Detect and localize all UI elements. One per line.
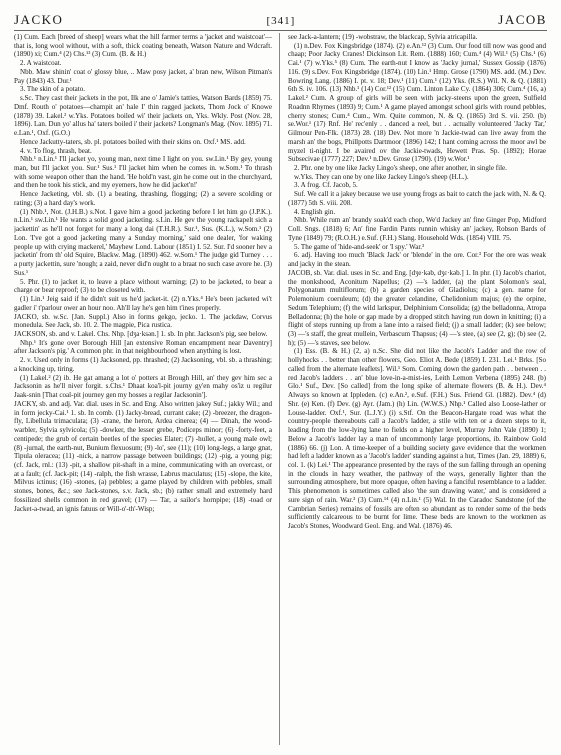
- left-column: [14, 33, 272, 745]
- paragraph: Nhp.¹ It's gone over Borough Hill [an extensive Roman encampment near Daventry] after Jackson's pig.' A common phr. in that neighbourhood when anything is lost.: [14, 338, 272, 356]
- paragraph: see Jack-a-lantern; (19) -wobstraw, the blackcap, Sylvia atricapilla.: [288, 33, 478, 41]
- running-header: [14, 12, 547, 28]
- entry-jacky: JACKY, sb. and adj. Var. dial. uses in Sc. and Eng. Also written jakey Suf.; jakky Wil.; and in form jecky-Cai.¹ 1. sb. In comb. (1) Jacky-bread, currant cake; (2) -breezer, the dragon-fly, Libellula trimaculata; (3) -crane, the heron, Ardea cinerea; (4) — Dinah, the wood-warbler, Sylvia sylvicola; (5) -dowker, the lesser grebe, Podiceps minor; (6) -forty-feet, a centipede; the grub of certain beetles of the species Elater; (7) -hullet, a young male owl; (8) -jurnal, the earth-nut, Bunium flexuosum; (9) -lo', see (11); (10) long-legs, a large gnat, Tipula oleracea; (11) -nick, a narrow passage between buildings; (12) -pig, a young pig; (cf. Jack, rnl.: (13) -pit, a shallow pit-shaft in a mine, communicating with an overcast, or at a fault; (cf. Jack-pit; (14) -ralph, the fish wrasse, Labrus maculatus; (15) -slope, the kite, Milvus ictinus; (16) -stones, (a) pebbles; a game played by children with pebbles, small stones, bones, &c.; see Jack-stones, s.v. Jack, sb.; (b) rather small and extremely hard fossilized shells common in red gravel; (17) — Tar, a sailor's hornpipe; (18) -toad or Jacket-a-twad, an ignis fatuus or Will-o'-th'-Wisp;: [14, 399, 272, 513]
- paragraph: 5. Phr. (1) to jacket it, to leave a place without warning; (2) to be jacketed, to bear a charge or bear reproof; (3) to be closeted with.: [14, 277, 272, 295]
- entry-jacko: JACKO, sb. w.Sc. [Jan. Suppl.) Also in forms gekgo, jecko. 1. The jackdaw, Corvus monedula. See Jack, sb. 10. 2. The magpie, Pica rustica.: [14, 312, 272, 330]
- paragraph: 3. A frog. Cf. Jacob, 5.: [294, 181, 358, 190]
- header-rule: [14, 30, 547, 31]
- paragraph: Hence Jackutty-taters, sb. pl. potatoes boiled with their skins on. Oxf.¹ MS. add.: [20, 137, 246, 146]
- column-divider: [279, 33, 280, 745]
- paragraph: (1) Ess. (B. & H.) (2, a) n.Sc. She did not like the Jacob's Ladder and the row of hollyhocks . . better than other flowers, Geo. Eliot A. Bede (1859) I. 231. Lei.¹ Brks. [So called from the alternate leaflets]. Wil.¹ Som. Coming down the garden path . . between . . red Jacob's ladders . . an' blue love-in-a-mist-ies, Leith Lemon Verbena (1895) 248. (b) Glo.¹ Suf., Dev. [So called] from the long spike of alternate flowers (B. & H.). Dev.⁴ Always so known at Ippleden. (c) e.An.², e.Suf. (F.H.) Sus. Friend Gl. (1882). Dev.⁴ (d) Shr. (e) Ken. (f) Dev. (g) Ayr. (Jam.) (h) Lin. (W.W.S.) Nhp.¹ Called also Loose-lather or Louse-ladder. Oxf.¹, Sur. (L.J.Y.) (i) s.Stf. On the Beacon-Hargate road was what the country-people thereabouts call a Jacob's ladder, a stile with ten or a dozen steps to it, leading from the low-lying lane to fields on a higher level, Murray John Vale (1890) 1; Below a Jacob's ladder lay a man of uncommonly large proportions, ib. Rainbow Gold (1886) 66. (j) Lon. A time-keeper of a building society gave evidence that the workmen had left a ladder known as a 'Jacob's ladder' standing against a hut, Times (Jan. 29, 1889) 6, col. 1. (k) Lei.¹ The appearance presented by the rays of the sun falling through an opening in the clouds in hazy weather, the pathway of the ways, generally lighter than the surrounding atmosphere, but more opaque, often having a fanciful resemblance to a ladder. This phenomenon is sometimes called also 'the sun drawing water,' and is considered a sure sign of rain. War.³ (3) Cum.¹⁴ (4) n.Lin.¹ (5) Wal. In the Caradoc Sandstone (of the Cambrian Series) remains of fossils are often so abundant as to render some of the beds sufficiently calcareous to be burnt for lime. These beds are known to the workmen as Jacob's Stones, Woodward Geol. Eng. and Wal. (1876) 46.: [288, 347, 546, 531]
- header-right-headword: JACOB: [498, 12, 547, 27]
- page-number: [341]: [266, 15, 296, 27]
- entry-jackson: JACKSON, sb. and v. Lakel. Chs. Nhp. [dʒa·ksən.] 1. sb. In phr. Jackson's pig, see below.: [14, 329, 268, 338]
- paragraph: Nhb. While rum an' brandy soak'd each chop, We'd Jackey an' fine Ginger Pop, Midford Coll. Sngs. (1818) 6; An' fine Fardin Pants runnin whisky an' jackey, Robson Bards of Tyne (1849) 79; (R.O.H.) e.Suf. (F.H.) Slang. Household Wds. (1854) VIII. 75.: [288, 216, 546, 242]
- paragraph: 4. v. To flog, thrash, beat.: [20, 146, 92, 155]
- paragraph: (1) Lakel.² (2) ib. He gat amang a lot o' potters at Brough Hill, an' they gev him sec a Jacksonin as he'll niver forgit. s.Chs.¹ Dhaat koa'l-pit journy gy'en mahy os'iz u regilur Jaak-snin [That coal-pit journey gen my hosses a regilar Jacksonin'].: [14, 373, 272, 400]
- right-column: [288, 33, 546, 745]
- paragraph: (1) Lin.¹ Jeig said if he didn't suit us he'd jacket-it. (2) n.Yks.⁴ He's been jacketed wi't gadler i' t'parlour ower an hour noo. Ah'll lay he's gen him t'ines properly.: [14, 295, 272, 312]
- paragraph: (1) n.Dev. Fox Kingsbridge (1874). (2) e.An.¹² (3) Cum. Our food till now was good and chaap; Poor Jacky Cranes! Dickinson Lit. Rem. (1888) 160; Cum.⁴ (4) Wil.¹ (5) Chs.¹ (6) Cai.¹ (7) w.Yks.⁵ (8) Cum. The earth-nut I know as 'Jacky jurnal,' Sussex Gossip (1876) 116. (9) s.Dev. Fox Kingsbridge (1874). (10) Lin.¹ Hmp. Grose (1790) MS. add. (M.) Dev. Bowring Lang. (1886) I. pt. v. 18; Dev.¹ (11) Cum.¹ (12) Yks. (R.S.) Wil. N. & Q. (1881) 6th S. iv. 106. (13) Nhb.¹ (14) Cor.¹² (15) Cum. Linton Lake Cy. (1864) 306; Cum.⁴ (16, a) Lakel.² Cum. A group of girls will be seen with jacky-steens upon the green, Sulfield Roadnn Rhymes (1893) 9; Cum.¹ A game played amongst school girls with round pebbles, cherry stones; Cum.⁴ Cum., Wm. Quite common, N. & Q. (1865) 3rd S. vii. 250. (b) se.Wor.¹ (17) Rnf. He' rec'enly . . danced a reel, but . . actually volunteered 'Jacky Tar,' Gilmour Pen-Flk. (1873) 28. (18) Dev. Not more 'n Jackie-twad can live away from the marsh an' the bogs, Phillpotts Dartmoor (1896) 142; I hant coming across the moor awl be myzel ti-night. I be avaired ov the Jackie-twads, Hewett Pras. Sp. (1892); Horae Subsecivae (1777) 227; Dev.¹ n.Dev. Grose (1790). (19) w.Wor.¹: [288, 41, 546, 164]
- paragraph: 6. adj. Having too much 'Black Jack' or 'blende' in the ore. Cor.³ For the ore was weak and jacky in the stean.: [288, 251, 546, 269]
- paragraph: (1) Cum. Each [breed of sheep] wears what the hill farmer terms a 'jacket and waistcoat'—that is, long wool without, with a soft, thick coating beneath, Watson Nature and Wdcraft. (1890) xi; Cum.⁴ (2) Chs.¹³ (3) Cum. (B. & H.): [14, 33, 272, 59]
- paragraph: Nhb.¹ n.Lin.¹ I'll jacket yo, young man, next time I light on you. sw.Lin.¹ By gey, young man, but I'll jacket you. Sur.¹ Sus.¹ I'll jacket him when he comes in. w.Som.¹ To thrash with some weapon other than the hand. 'He hold'n vast, gin he come out in the churchyard, and then he took his stick, and my eyemers, how he did jacket'n!': [14, 155, 272, 190]
- paragraph: Hence Jacketing, vbl. sb. (1) a beating, thrashing, flogging; (2) a severe scolding or rating; (3) a hard day's work.: [14, 190, 272, 207]
- paragraph: 3. The skin of a potato.: [20, 85, 86, 94]
- paragraph: 2. A waistcoat.: [20, 59, 62, 68]
- paragraph: 5. The game of 'hide-and-seek' or 'I spy.' War.³: [294, 242, 425, 251]
- paragraph: s.Sc. They cast their jackets in the pot, Ilk ane o' Jamie's tatties, Watson Bards (1859) 75. Dmf. Routh o' potatoes—champit an' hale I' thin ragged jackets, Thom Jock o' Knowe (1878) 39. Lakel.² w.Yks. Potatoes boiled wi' their jackets on, Yks. Wkly. Post (Nov. 28, 1896). Lan. Dun yo' allus ha' taters boiled i' their jackets? Longman's Mag. (Nov. 1895) 71. e.Lan.¹, Oxf. (G.O.): [14, 94, 272, 138]
- paragraph: (1) Nhb.¹, Not. (J.H.B.) s.Not. I gave him a good jacketing before I let him go (J.P.K.). n.Lin.¹ sw.Lin.¹ He wants a solid good jacketing. s.Lin. He gev the young rackapelt sich a jackettin' as he'll not forget for many a long dai (T.H.R.). Sur.¹, Sus. (K.L.), w.Som.¹ (2) Lon. 'I've got a good jacketing many a Sunday morning,' said one dealer, 'for waking people up with crying mackerel,' Mayhew Lond. Labour (1851) I. 52. Sur. I'd sooner hev a jacketin' from th' old Squire, Blackw. Mag. (1890) 462. w.Som.¹ The judge gid Turney . . . a purty jackettin, sure 'nough; a zaid, never did'n ought to a braat no such case avore he. (3) Sus.¹: [14, 207, 272, 277]
- paragraph: w.Yks. They can one by one like Jackey Lingo's sheep (H.L.).: [294, 172, 469, 181]
- paragraph: 2. Phr. one by one like Jacky Lingo's sheep, one after another, in single file.: [294, 164, 507, 173]
- header-left-headword: JACKO: [14, 12, 64, 27]
- paragraph: Nbb. Maw shinin' coat o' glossy blue, .. Maw posy jacket, a' bran new, Wilson Pitman's Pay (1843) 43. Dur.¹: [14, 67, 272, 85]
- paragraph: 2. v. Used only in forms (1) Jacksoned, pp. thrashed; (2) Jacksoning, vbl. sb. a thrashing; a knocking up, tiring.: [14, 356, 272, 373]
- paragraph: 4. English gin.: [294, 207, 336, 216]
- entry-jacob: JACOB, sb. Var. dial. uses in Sc. and Eng. [dʒe·kəb, dʒɛ·kəb.] 1. In phr. (1) Jacob's chariot, the monkshood, Aconitum Napellus; (2) —'s ladder, (a) the plant Solomon's seal, Polygonatum multiflorum; (b) a garden species of Gladiolus; (c) a gen. name for Polemonium coeruleum; (d) the greater celandine, Chelidonium majus; (e) the orpine, Sedum Telephium; (f) the wild larkspur, Delphinium Consolida; (g) the belladonna, Atropa Belladonna; (h) the hole or gap made by a dropped stitch having run down in knitting; (i) a flight of steps running up from a lane into a raised field; (j) a small ladder; (k) see below; (3) —'s staff, the great mullein, Verbascum Thapsus; (4) —'s stee, (a) see (2, g); (b) see (2, h); (5) —'s staves, see below.: [288, 268, 546, 347]
- paragraph: Suf. We call it a jakey because we use young frogs as bait to catch the jack with, N. & Q. (1877) 5th S. viii. 208.: [288, 190, 546, 207]
